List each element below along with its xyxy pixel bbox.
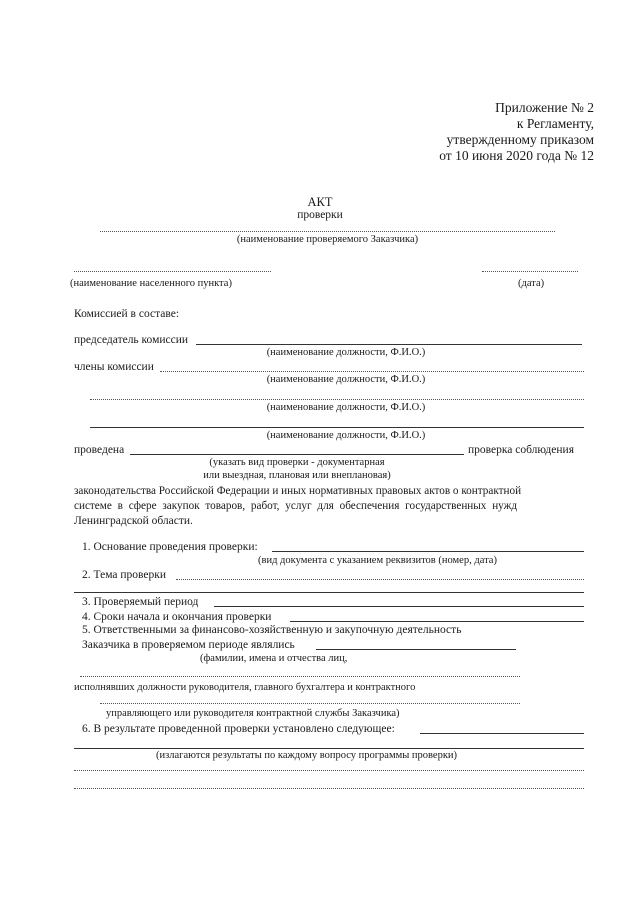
item5-blank-line-2 [100, 703, 520, 704]
member-line-1 [160, 371, 584, 372]
chairman-label: председатель комиссии [74, 334, 189, 346]
item2-line-1 [176, 579, 584, 580]
item5-line-2: Заказчика в проверяемом периоде являлись [82, 639, 295, 651]
item5-line-1: 5. Ответственными за финансово-хозяйственную и закупочную деятельность [82, 624, 462, 636]
item2-label: 2. Тема проверки [82, 569, 166, 581]
item5-caption-2: исполнявших должности руководителя, главного бухгалтера и контрактного [74, 682, 416, 693]
item3-label: 3. Проверяемый период [82, 596, 199, 608]
check-type-caption-2: или выездная, плановая или внеплановая) [203, 470, 391, 481]
item1-caption: (вид документа с указанием реквизитов (номер, дата) [258, 555, 497, 566]
check-type-caption-1: (указать вид проверки - документарная [209, 457, 385, 468]
body-line-3: Ленинградской области. [74, 515, 193, 527]
locality-caption: (наименование населенного пункта) [70, 278, 232, 289]
item5-caption-3: управляющего или руководителя контрактной службы Заказчика) [106, 708, 400, 719]
item4-line [290, 621, 584, 622]
appendix-number: Приложение № 2 [495, 100, 594, 115]
appendix-order-date: от 10 июня 2020 года № 12 [439, 148, 594, 163]
document-title: АКТ [307, 195, 333, 209]
item6-caption: (излагаются результаты по каждому вопросу программы проверки) [156, 750, 458, 761]
item6-line-2 [74, 748, 584, 749]
appendix-regulation: к Регламенту, [516, 116, 594, 131]
body-line-2: системе в сфере закупок товаров, работ, услуг для обеспечения государственных нужд [74, 500, 518, 512]
item5-line [316, 649, 516, 650]
locality-line [74, 271, 271, 272]
item1-label: 1. Основание проведения проверки: [82, 541, 258, 553]
member-line-2 [90, 399, 584, 400]
item6-line-3 [74, 770, 584, 771]
member-caption-3: (наименование должности, Ф.И.О.) [266, 430, 426, 441]
members-label: члены комиссии [74, 361, 154, 373]
document-subtitle: проверки [297, 209, 343, 221]
body-line-1: законодательства Российской Федерации и иных нормативных правовых актов о контрактной [74, 485, 522, 497]
item6-line-1 [420, 733, 584, 734]
appendix-approved: утвержденному приказом [446, 132, 594, 147]
member-caption-2: (наименование должности, Ф.И.О.) [266, 402, 426, 413]
date-line [482, 271, 578, 272]
date-caption: (дата) [518, 278, 545, 289]
member-line-3 [90, 427, 584, 428]
compliance-text: проверка соблюдения [468, 444, 574, 456]
item5-caption-1: (фамилии, имена и отчества лиц, [200, 653, 348, 664]
item6-line-4 [74, 788, 584, 789]
item5-blank-line [80, 676, 520, 677]
item1-line [272, 551, 584, 552]
chairman-caption: (наименование должности, Ф.И.О.) [266, 347, 426, 358]
customer-caption: (наименование проверяемого Заказчика) [236, 234, 419, 245]
item6-label: 6. В результате проведенной проверки установлено следующее: [82, 723, 395, 735]
chairman-line [196, 344, 582, 345]
item3-line [214, 606, 584, 607]
item2-line-2 [74, 592, 584, 593]
conducted-label: проведена [74, 444, 125, 456]
check-type-line [130, 454, 464, 455]
commission-intro: Комиссией в составе: [74, 308, 180, 320]
customer-name-line [100, 231, 555, 232]
item4-label: 4. Сроки начала и окончания проверки [82, 611, 272, 623]
member-caption-1: (наименование должности, Ф.И.О.) [266, 374, 426, 385]
